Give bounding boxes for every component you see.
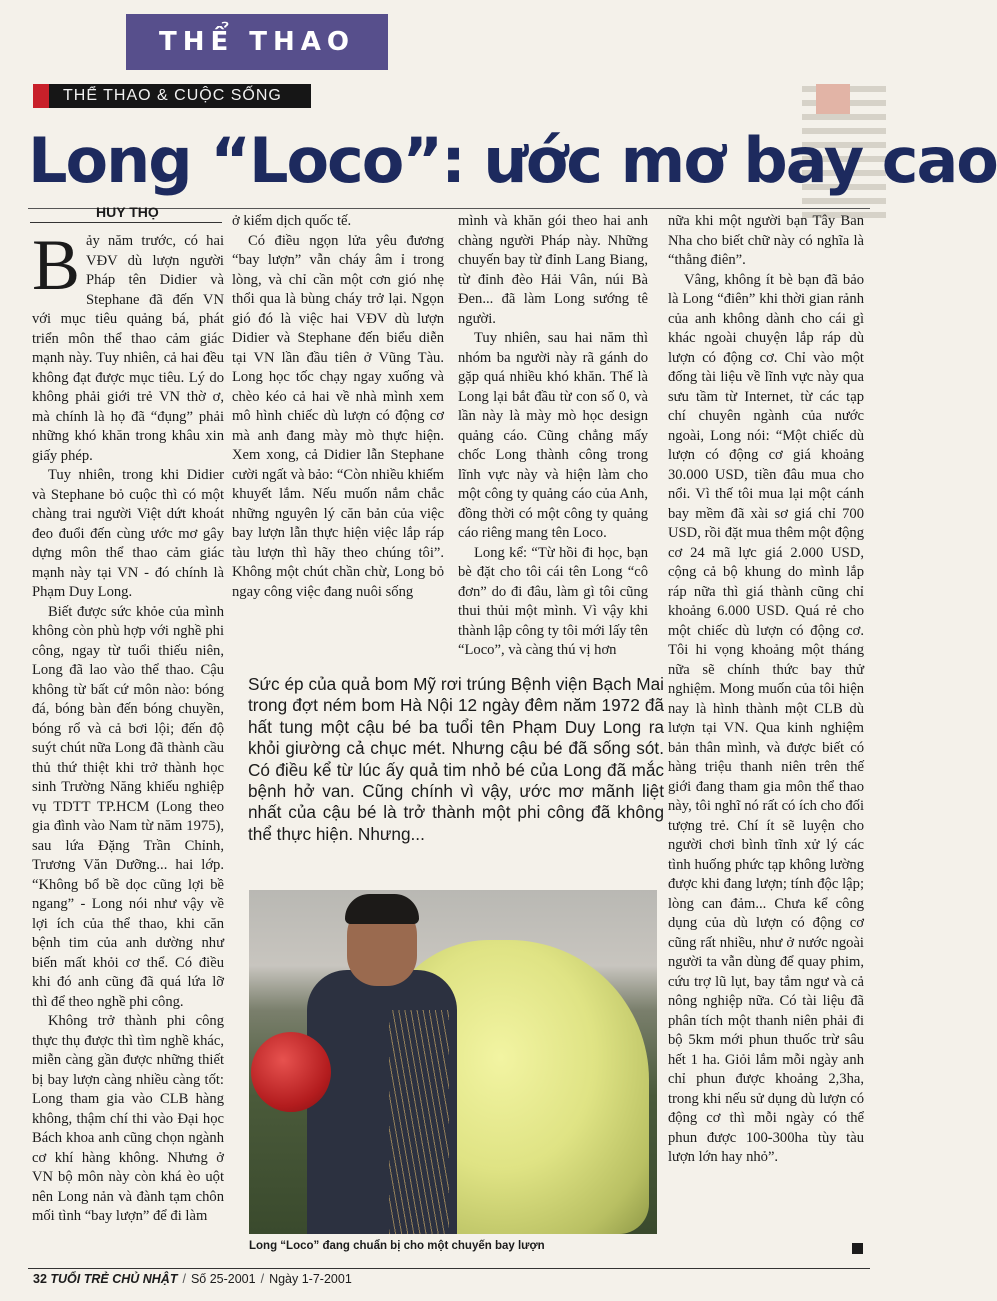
pilot-hair	[345, 894, 419, 924]
photo-caption: Long “Loco” đang chuẩn bị cho một chuyến bay lượn	[249, 1240, 545, 1252]
column-4	[668, 212, 864, 1257]
paragraph: Bảy năm trước, có hai VĐV dù lượn người Pháp tên Didier và Stephane đã đến VN với mục tiêu quảng bá, phát triển môn thể thao cảm giác mạnh này. Tuy nhiên, cả hai đều không đạt được mục tiêu. Lý do không phải giới trẻ VN thờ ơ, mà chính là họ đã “đụng” phải những khó khăn trong khâu xin giấy phép.	[32, 225, 224, 464]
paragraph: Tuy nhiên, sau hai năm thì nhóm ba người này rã gánh do gặp quá nhiều khó khăn. Thế là Long lại bắt đầu từ con số 0, và lần này là mày mò học design quảng cáo. Cũng chẳng mấy chốc Long thành công trong lĩnh vực này và hiện làm cho một công ty quảng cáo của Anh, đồng thời có một công ty quảng cáo riêng mang tên Loco.	[458, 330, 648, 541]
subsection-text: THỂ THAO & CUỘC SỐNG	[63, 87, 282, 104]
paragraph: Tuy nhiên, trong khi Didier và Stephane bỏ cuộc thì có một chàng trai người Việt dứt khoát đeo đuổi đến cùng ước mơ gây dựng môn thể thao cảm giác mạnh này tại VN - đó chính là Phạm Duy Long.	[32, 467, 224, 600]
column-1	[32, 225, 224, 1270]
column-2	[232, 212, 444, 672]
paragraph: Có điều ngọn lửa yêu đương “bay lượn” vẫn cháy âm ỉ trong lòng, và chỉ cần một cơn gió nhẹ thổi qua là bùng cháy trở lại. Ngọn gió đó là việc hai VĐV dù lượn Didier và Stephane đến biểu diễn tại VN lần đầu tiên ở Vũng Tàu. Long học tốc chạy ngay xuống và chèo kéo cả hai về nhà mình xem mô hình chiếc dù lượn có động cơ mà anh đang mày mò thực hiện. Xem xong, cả Didier lẫn Stephane cười ngất và bảo: “Còn nhiều khiếm khuyết lắm. Nếu muốn nắm chắc những nguyên lý căn bản của việc bay lượn lẫn thực hiện việc lắp ráp tàu lượn thì hãy theo chúng tôi”. Không một chút chần chừ, Long bỏ ngay công việc đang nuôi sống	[232, 232, 444, 600]
bottom-rule	[28, 1268, 870, 1269]
magazine-name: TUỔI TRẺ CHỦ NHẬT	[50, 1272, 178, 1286]
column-3	[458, 212, 648, 672]
paragraph: Long kể: “Từ hồi đi học, bạn bè đặt cho tôi cái tên Long “cô đơn” do đi đâu, làm gì tôi cũng thui thủi một mình. Vì vậy khi thành lập công ty tôi mới lấy tên “Loco”, và càng thú vị hơn	[458, 544, 648, 658]
issue-date: Ngày 1-7-2001	[269, 1272, 352, 1286]
byline-rule	[30, 222, 222, 223]
paragraph: ở kiểm dịch quốc tế.	[232, 213, 352, 229]
paragraph: mình và khăn gói theo hai anh chàng người Pháp này. Những chuyến bay từ đỉnh Lang Biang, từ đỉnh đèo Hải Vân, núi Bà Đen... đã làm Long sướng tê người.	[458, 213, 648, 327]
article-headline: Long “Loco”: ước mơ bay cao	[28, 124, 997, 197]
issue-number: Số 25-2001	[190, 1272, 256, 1286]
drop-cap: B	[32, 225, 81, 305]
section-title: THỂ THAO	[126, 14, 388, 70]
page-footer: 32 TUỔI TRẺ CHỦ NHẬT / Số 25-2001 / Ngày 1-7-2001	[33, 1272, 352, 1286]
paragraph: Biết được sức khỏe của mình không còn phù hợp với nghề phi công, ngay từ tuổi thiếu niên, Long đã lao vào thể thao. Cậu không từ bất cứ môn nào: bóng đá, bóng bàn đến bóng chuyền, bóng rổ và cả bơi lội; đến độ suýt chút nữa Long đã thành cầu thủ thứ thiệt khi trở thành học sinh Trường Năng khiếu nghiệp vụ TDTT TP.HCM (Long theo gia đình vào Nam từ năm 1975), sau lứa Đặng Trần Chỉnh, Trương Văn Dưỡng... hai lớp. “Không bổ bề dọc cũng lợi bề ngang” - Long nói như vậy về lợi ích của thể thao, khi căn bệnh tim của anh dường như biến mất khỏi cơ thể. Có điều khi đó anh cũng đã quá lứa lỡ thì để theo nghề phi công.	[32, 603, 224, 1010]
red-helmet	[251, 1032, 331, 1112]
adjacent-page-icon	[816, 84, 850, 114]
subsection-accent-bar	[33, 84, 49, 108]
paraglider-lines	[389, 1010, 449, 1234]
lead-paragraph: Sức ép của quả bom Mỹ rơi trúng Bệnh viện Bạch Mai trong đợt ném bom Hà Nội 12 ngày đêm năm 1972 đã hất tung một cậu bé ba tuổi tên Phạm Duy Long ra khỏi giường cả chục mét. Nhưng cậu bé đã sống sót. Có điều kể từ lúc ấy quả tim nhỏ bé của Long đã mắc bệnh hở van. Cũng chính vì vậy, ước mơ mãnh liệt nhất của cậu bé là trở thành một phi công đã không thể thực hiện. Nhưng...	[248, 674, 664, 844]
subsection-label	[33, 84, 311, 108]
paragraph: nữa khi một người bạn Tây Ban Nha cho biết chữ này có nghĩa là “thằng điên”.	[668, 213, 864, 268]
end-of-article-mark	[852, 1243, 863, 1254]
paragraph: Không trở thành phi công thực thụ được thì tìm nghề khác, miễn càng gần được những thiết bị bay lượn càng nhiều càng tốt: Long tham gia vào CLB hàng không, thậm chí thi vào Đại học Bách khoa anh cũng chọn ngành cơ khí hàng không. Nhưng ở VN bộ môn này còn khá èo uột nên Long nản và đành tạm chôn mối tình “bay lượn” để đi làm	[32, 1013, 224, 1224]
article-photo	[249, 890, 657, 1234]
paragraph: Vâng, không ít bè bạn đã bảo là Long “điên” khi thời gian rảnh của anh không dành cho cái gì khác ngoài chuyện lắp ráp dù lượn có động cơ. Chỉ vào một đống tài liệu về lĩnh vực này qua sưu tầm từ Internet, từ các tạp chí chuyên ngành của nước ngoài, Long nói: “Một chiếc dù lượn có động cơ giá khoảng 30.000 USD, tiền đâu mua cho nổi. Vì thế tôi mua lại một cánh bay mềm đã xài sơ giá chỉ 700 USD, rồi đặt mua thêm một động cơ 24 mã lực giá 2.000 USD, cộng cả bộ khung do mình lắp ráp nữa thì giá thành cũng chỉ khoảng 6.000 USD. Quá rẻ cho một chiếc dù lượn có động cơ. Tôi hi vọng khoảng một tháng nữa sẽ chính thức bay thử nghiệm. Mong muốn của tôi hiện nay là hình thành một CLB dù lượn tại VN. Qua kinh nghiệm bản thân mình, và được biết có hàng triệu thanh niên trên thế giới đang tham gia môn thể thao này, tôi nghĩ nó rất có ích cho đối tượng trẻ. Chí ít sẽ luyện cho người chơi bình tĩnh xử lý các tình huống phức tạp không lường được khi đang lượn; tính độc lập; lòng can đảm... Chưa kể công dụng của dù lượn có động cơ cũng rất nhiều, như ở nước ngoài người ta vẫn dùng để quay phim, cứu trợ lũ lụt, bay tắm ngư và cả nông nghiệp nữa. Có tài liệu đã phân tích một thanh niên phải đi bộ 5km mới phun thuốc trừ sâu hết 1 ha. Giỏi lắm mỗi ngày anh chỉ phun được khoảng 2,3ha, trong khi nếu sử dụng dù lượn có động cơ thì mỗi ngày có thể phun được 100-300ha tùy tàu lượn lớn hay nhỏ”.	[668, 271, 864, 1165]
byline: HUY THỌ	[96, 204, 159, 220]
page-number: 32	[33, 1272, 47, 1286]
